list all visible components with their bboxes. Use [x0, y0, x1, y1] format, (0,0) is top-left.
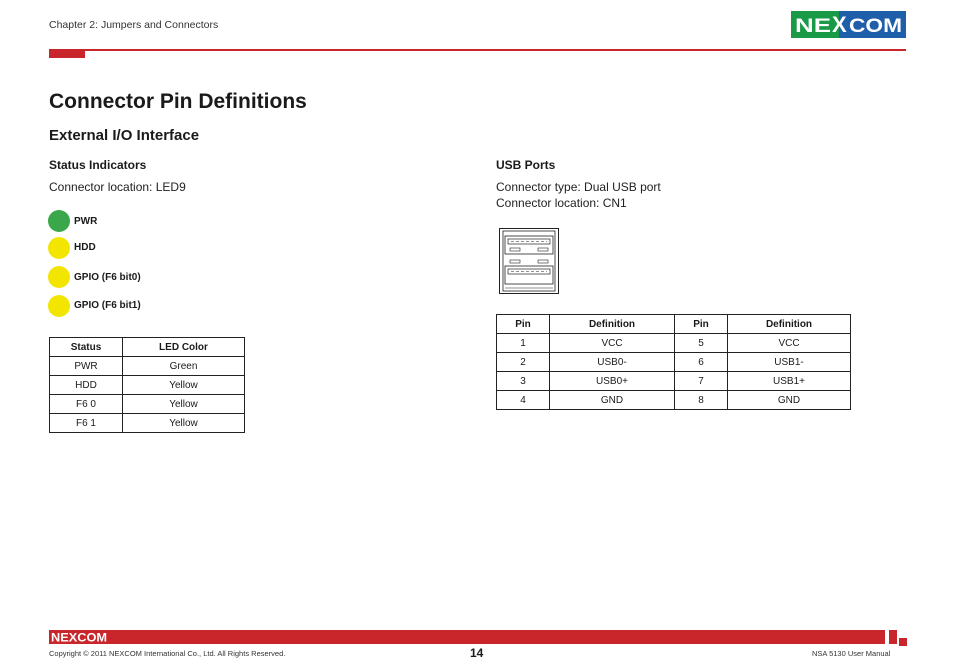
dual-usb-connector-diagram — [499, 228, 559, 294]
table-cell: Green — [123, 357, 245, 376]
table-row — [50, 357, 245, 376]
table-cell: 6 — [675, 353, 728, 372]
table-cell: USB1+ — [728, 372, 851, 391]
led-pwr-icon — [48, 210, 70, 232]
table-cell: 1 — [497, 334, 550, 353]
table-header: Pin — [497, 315, 550, 334]
nexcom-logo — [791, 11, 906, 38]
led-pwr-label: PWR — [74, 216, 98, 227]
manual-name: NSA 5130 User Manual — [812, 649, 891, 658]
table-cell: Yellow — [123, 414, 245, 433]
footer-squares-icon — [889, 630, 907, 646]
table-row — [50, 414, 245, 433]
svg-text:NEXCOM: NEXCOM — [51, 630, 108, 644]
led-gpio1-icon — [48, 295, 70, 317]
header-red-bar — [49, 49, 85, 58]
table-row — [50, 395, 245, 414]
page-title: Connector Pin Definitions — [49, 90, 307, 113]
usb-ports-title: USB Ports — [496, 158, 556, 172]
header-rule — [85, 49, 906, 51]
table-row — [497, 334, 851, 353]
status-led-table — [49, 337, 245, 433]
led-gpio1-label: GPIO (F6 bit1) — [74, 300, 141, 311]
table-header-row — [50, 338, 245, 357]
table-cell: USB0- — [550, 353, 675, 372]
table-cell: Yellow — [123, 376, 245, 395]
table-cell: VCC — [550, 334, 675, 353]
footer-red-bar — [49, 630, 885, 644]
table-header: Pin — [675, 315, 728, 334]
led-gpio0-label: GPIO (F6 bit0) — [74, 272, 141, 283]
table-header: Status — [50, 338, 123, 357]
table-cell: 3 — [497, 372, 550, 391]
status-location: Connector location: LED9 — [49, 180, 186, 194]
table-row — [497, 353, 851, 372]
led-gpio0-icon — [48, 266, 70, 288]
table-cell: 2 — [497, 353, 550, 372]
page-number: 14 — [470, 646, 484, 660]
table-cell: GND — [550, 391, 675, 410]
table-cell: VCC — [728, 334, 851, 353]
table-header: Definition — [550, 315, 675, 334]
table-row — [497, 372, 851, 391]
svg-text:NE: NE — [795, 16, 831, 37]
usb-connector-type: Connector type: Dual USB port — [496, 180, 661, 194]
table-cell: HDD — [50, 376, 123, 395]
table-header: LED Color — [123, 338, 245, 357]
table-cell: F6 1 — [50, 414, 123, 433]
status-indicators-title: Status Indicators — [49, 158, 147, 172]
table-header-row — [497, 315, 851, 334]
table-cell: PWR — [50, 357, 123, 376]
section-title: External I/O Interface — [49, 127, 200, 144]
table-cell: USB1- — [728, 353, 851, 372]
svg-text:X: X — [832, 12, 847, 37]
table-header: Definition — [728, 315, 851, 334]
footer-nexcom-logo — [50, 630, 108, 644]
table-row — [50, 376, 245, 395]
svg-text:COM: COM — [849, 16, 902, 37]
table-cell: Yellow — [123, 395, 245, 414]
table-cell: F6 0 — [50, 395, 123, 414]
chapter-label: Chapter 2: Jumpers and Connectors — [49, 19, 219, 31]
table-row — [497, 391, 851, 410]
usb-pin-table — [496, 314, 851, 410]
led-hdd-label: HDD — [74, 242, 96, 253]
table-cell: 8 — [675, 391, 728, 410]
usb-connector-location: Connector location: CN1 — [496, 196, 627, 210]
table-cell: USB0+ — [550, 372, 675, 391]
table-cell: 5 — [675, 334, 728, 353]
copyright-text: Copyright © 2011 NEXCOM International Co., Ltd. All Rights Reserved. — [49, 649, 286, 658]
led-hdd-icon — [48, 237, 70, 259]
table-cell: GND — [728, 391, 851, 410]
table-cell: 4 — [497, 391, 550, 410]
table-cell: 7 — [675, 372, 728, 391]
